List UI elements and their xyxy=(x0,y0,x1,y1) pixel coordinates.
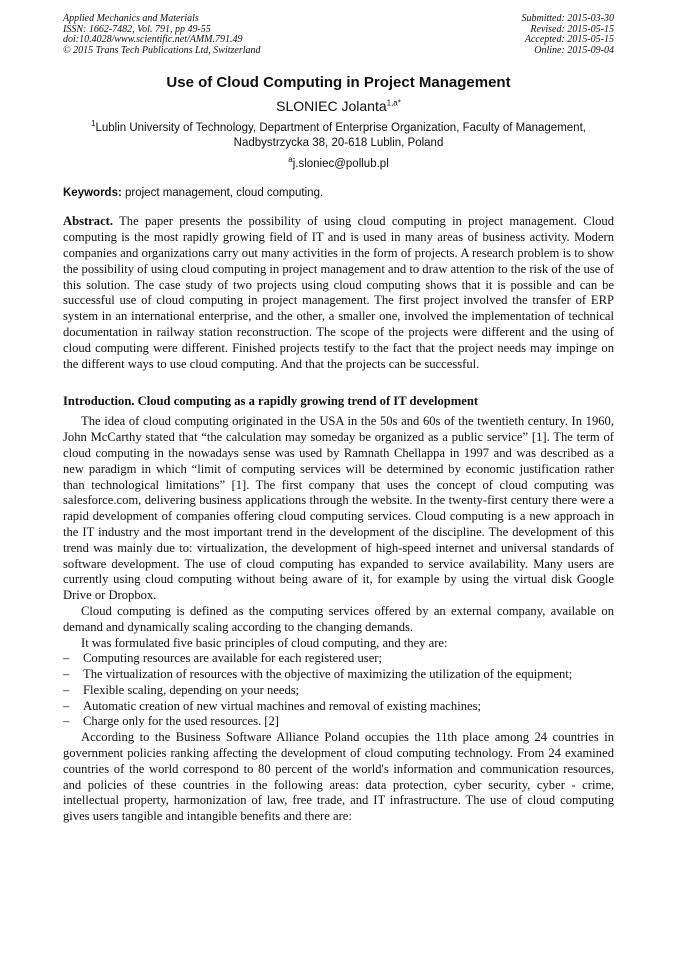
date-accepted: Accepted: 2015-05-15 xyxy=(524,34,614,46)
author-line xyxy=(63,98,614,114)
list-item xyxy=(63,651,614,667)
abstract xyxy=(63,214,614,372)
list-item xyxy=(63,667,614,683)
keywords xyxy=(63,187,614,199)
principles-list xyxy=(63,651,614,730)
bullet-dash: – xyxy=(63,667,70,682)
body-paragraph: According to the Business Software Alliance Poland occupies the 11th place among 24 countries in government policies ranking affecting the development of cloud computing technology. From 24 examined countries of the world correspond to 80 percent of the world's information and communication resources, and policies of these countries in the following areas: data protection, cyber security, cyber - crime, intellectual property, harmonization of law, free trade, and IT infrastructure. The use of cloud computing gives users tangible and intangible benefits and there are: xyxy=(63,730,614,824)
body-paragraph: It was formulated five basic principles of cloud computing, and they are: xyxy=(81,635,448,650)
journal-info xyxy=(63,14,261,56)
journal-copyright: © 2015 Trans Tech Publications Ltd, Switzerland xyxy=(63,44,261,56)
date-online: Online: 2015-09-04 xyxy=(534,44,614,56)
journal-dates xyxy=(522,14,615,56)
paper-title: Use of Cloud Computing in Project Management xyxy=(166,74,511,92)
list-item xyxy=(63,699,614,715)
email-text: j.sloniec@pollub.pl xyxy=(292,158,389,171)
journal-name: Applied Mechanics and Materials xyxy=(63,13,199,24)
list-item xyxy=(63,714,614,730)
list-item-text: Charge only for the used resources. [2] xyxy=(83,714,279,729)
list-item-text: The virtualization of resources with the objective of maximizing the utilization of the equipment; xyxy=(83,667,573,682)
list-item-text: Automatic creation of new virtual machines and removal of existing machines; xyxy=(83,698,481,713)
bullet-dash: – xyxy=(63,682,70,697)
affiliation-sup: 1 xyxy=(91,119,96,129)
keywords-text: project management, cloud computing. xyxy=(121,187,324,200)
author-sup: 1,a* xyxy=(386,98,401,108)
list-item-text: Computing resources are available for each registered user; xyxy=(83,651,382,666)
bullet-dash: – xyxy=(63,651,70,666)
list-item xyxy=(63,683,614,699)
affiliation-text: Lublin University of Technology, Department of Enterprise Organization, Faculty of Management, Nadbystrzycka 38, 20-618 Lublin, Poland xyxy=(95,122,586,150)
date-revised: Revised: 2015-05-15 xyxy=(530,23,614,35)
abstract-text: The paper presents the possibility of using cloud computing in project management. Cloud computing is the most rapidly growing field of IT and is used in many areas of business activity. Modern companies and organizations carry out many activities in the form of projects. A research problem is to show the possibility of using cloud computing in project management and to draw attention to the risk of the use of this solution. The case study of two projects using cloud computing shows that it is possible and can be successful use of cloud computing in project management. The first project involved the transfer of ERP system in an international enterprise, and the other, a smaller one, involved the implementation of technical documentation in railway station reconstruction. The scope of the projects were different and the using of cloud computing were different. Finished projects testify to the fact that the project needs may impinge on the different ways to use cloud computing. And that the projects can be successful. xyxy=(63,214,614,371)
date-submitted: Submitted: 2015-03-30 xyxy=(521,13,614,24)
journal-issn: ISSN: 1662-7482, Vol. 791, pp 49-55 xyxy=(63,23,211,35)
author-name: SLONIEC Jolanta xyxy=(276,98,387,115)
paper-page xyxy=(63,14,614,825)
affiliation xyxy=(63,121,614,151)
journal-header xyxy=(63,14,614,56)
email-sup: a xyxy=(288,155,293,165)
section-heading: Introduction. Cloud computing as a rapidly growing trend of IT development xyxy=(63,394,479,409)
list-item-text: Flexible scaling, depending on your needs; xyxy=(83,682,300,697)
journal-doi: doi:10.4028/www.scientific.net/AMM.791.49 xyxy=(63,34,243,46)
body-paragraph: Cloud computing is defined as the computing services offered by an external company, available on demand and dynamically scaling according to the changing demands. xyxy=(63,603,614,634)
body-paragraph: The idea of cloud computing originated in the USA in the 50s and 60s of the twentieth century. In 1960, John McCarthy stated that “the calculation may someday be organized as a public service” [1]. The term of cloud computing in the nowadays sense was used by Ramnath Chellappa in 1997 and was described as a new paradigm in which “limit of computing services will be determined by economic justification rather than technological limitations” [1]. The first company that uses the concept of cloud computing was salesforce.com, delivering business applications through the website. In the twenty-first century there were a rapid development of companies offering cloud computing services. Cloud computing is a new approach in the IT industry and the most important trend in the development of the discipline. The development of this trend was mainly due to: virtualization, the development of high-speed internet and universal standards of software development. The use of cloud computing has expanded to service availability. Many users are currently using cloud computing without being aware of it, for example by using the virtual disk Google Drive or Dropbox. xyxy=(63,414,614,603)
bullet-dash: – xyxy=(63,714,70,729)
author-email xyxy=(63,155,614,171)
abstract-label: Abstract. xyxy=(63,214,114,229)
bullet-dash: – xyxy=(63,698,70,713)
keywords-label: Keywords: xyxy=(63,187,122,200)
